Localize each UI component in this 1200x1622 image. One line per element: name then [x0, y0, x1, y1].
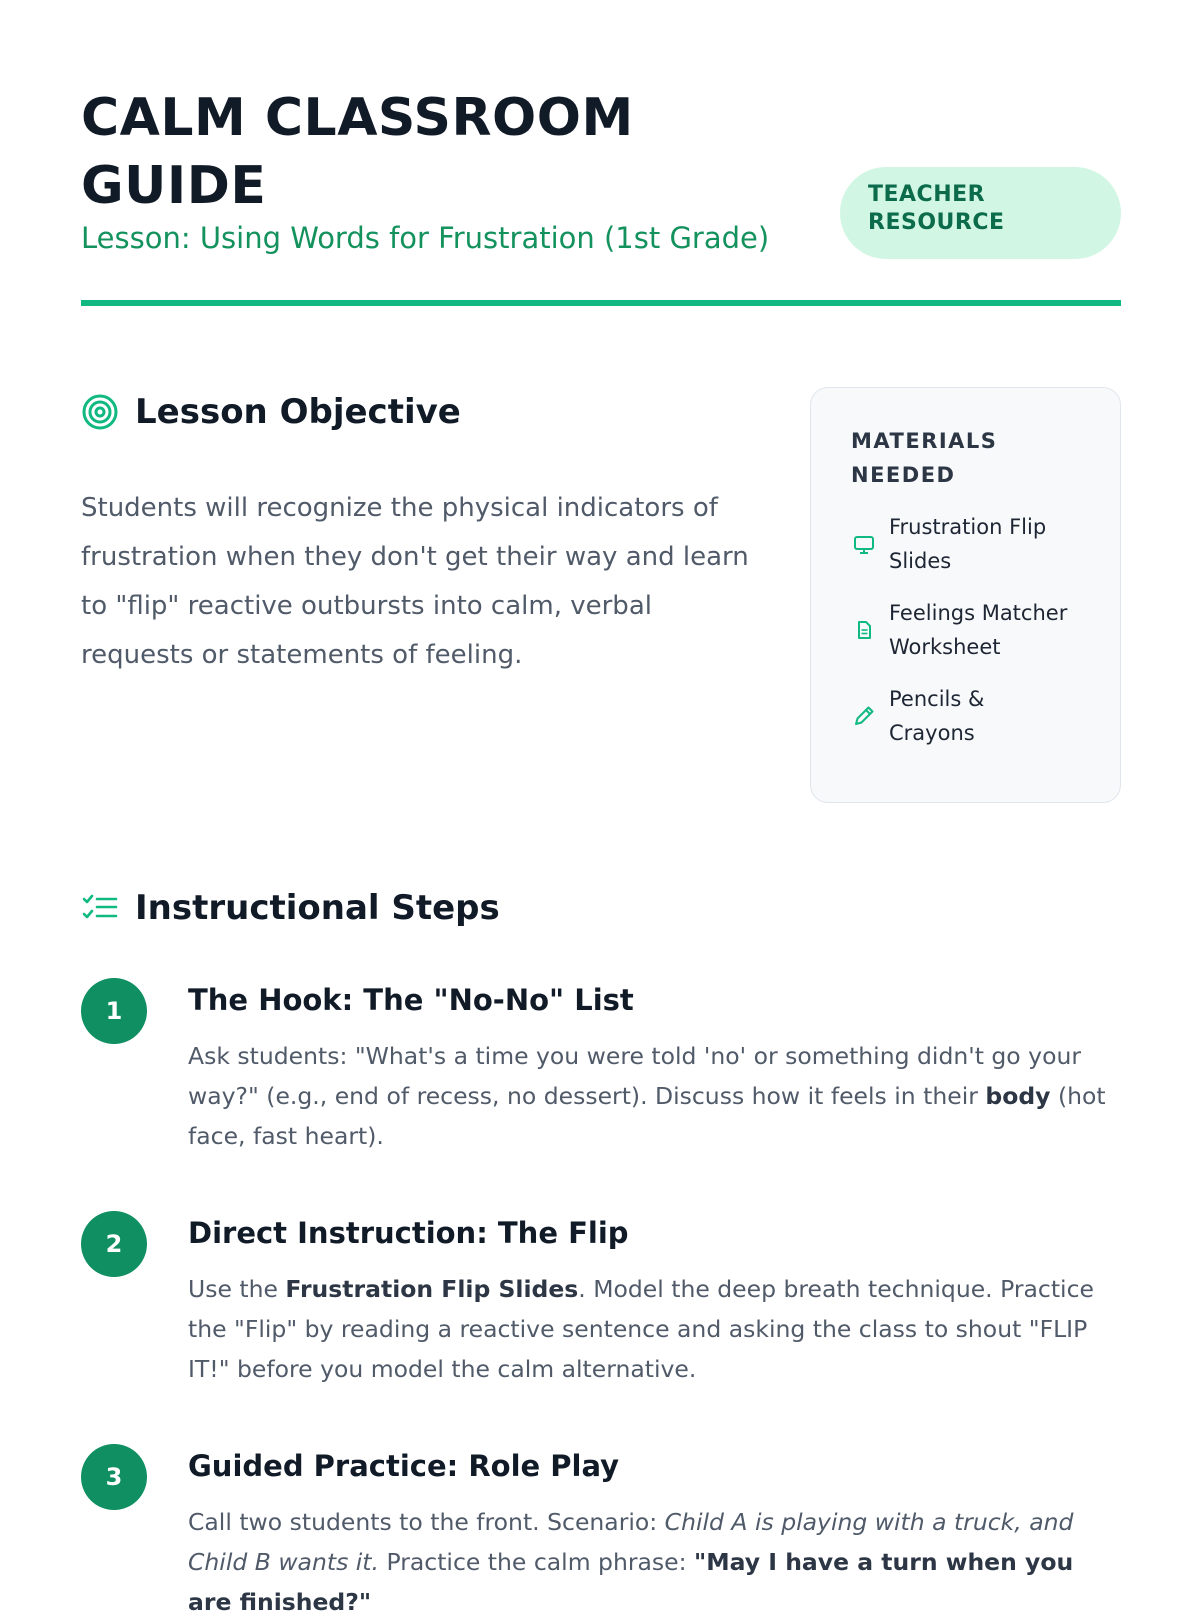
page-title-line-1: CALM CLASSROOM: [81, 88, 634, 148]
materials-title: [851, 424, 1051, 492]
page-title-line-2: GUIDE: [81, 156, 267, 216]
step-body-text: . Model the deep breath technique. Practice the "Flip" by reading a reactive sentence and asking the class to shout "FLIP IT!" before you model the calm alternative.: [188, 1275, 1094, 1383]
material-label-line-1: Frustration Flip: [889, 515, 1047, 539]
material-label: [889, 596, 1067, 664]
material-label-line-2: Crayons: [889, 721, 975, 745]
step-number-badge: 3: [81, 1444, 147, 1510]
step-number-badge: 2: [81, 1211, 147, 1277]
objective-heading-label: Lesson Objective: [135, 392, 461, 432]
step-body-bold: "May I have a turn when you are finished?": [188, 1548, 1074, 1616]
step-body: [188, 1502, 1121, 1622]
step-body-text: (hot face, fast heart).: [188, 1082, 1106, 1150]
objective-heading: [81, 392, 461, 432]
teacher-resource-badge: [840, 167, 1121, 259]
lesson-subtitle: Lesson: Using Words for Frustration (1st Grade): [81, 221, 770, 255]
material-item: [851, 510, 1090, 578]
material-label-line-1: Feelings Matcher: [889, 601, 1068, 625]
step-title: Direct Instruction: The Flip: [188, 1216, 629, 1250]
material-label: [889, 682, 984, 750]
document-icon: [851, 617, 877, 643]
monitor-icon: [851, 531, 877, 557]
step-body-text: Ask students: "What's a time you were told 'no' or something didn't go your way?" (e.g., end of recess, no dessert). Discuss how it feels in their: [188, 1042, 1081, 1110]
step-body-bold: Frustration Flip Slides: [285, 1275, 579, 1303]
materials-title-line-2: NEEDED: [851, 463, 956, 487]
checklist-icon: [81, 889, 119, 927]
step-title: The Hook: The "No-No" List: [188, 983, 634, 1017]
step-number-badge: 1: [81, 978, 147, 1044]
step-body-text: Practice the calm phrase:: [379, 1548, 695, 1576]
step-body-text: Use the: [188, 1275, 286, 1303]
material-item: [851, 682, 1090, 750]
step-body: [188, 1269, 1121, 1389]
header-divider: [81, 300, 1121, 306]
pencil-icon: [851, 703, 877, 729]
materials-card: [810, 387, 1121, 803]
step-body: [188, 1036, 1121, 1156]
badge-line-2: RESOURCE: [868, 210, 1005, 235]
step-title: Guided Practice: Role Play: [188, 1449, 620, 1483]
step-body-italic: Child A is playing with a truck, and Child B wants it.: [188, 1508, 1074, 1576]
steps-heading: [81, 888, 500, 928]
step-body-bold: body: [985, 1082, 1051, 1110]
step-body-text: Call two students to the front. Scenario:: [188, 1508, 665, 1536]
material-label: [889, 510, 1046, 578]
badge-line-1: TEACHER: [868, 182, 986, 207]
material-label-line-1: Pencils &: [889, 687, 985, 711]
materials-title-line-1: MATERIALS: [851, 429, 998, 453]
steps-heading-label: Instructional Steps: [135, 888, 500, 928]
target-icon: [81, 393, 119, 431]
material-label-line-2: Worksheet: [889, 635, 1001, 659]
objective-text: Students will recognize the physical indicators of frustration when they don't get their way and learn to "flip" reactive outbursts into calm, verbal requests or statements of feeling.: [81, 493, 749, 670]
page-title: [81, 84, 781, 220]
material-item: [851, 596, 1090, 664]
material-label-line-2: Slides: [889, 549, 952, 573]
